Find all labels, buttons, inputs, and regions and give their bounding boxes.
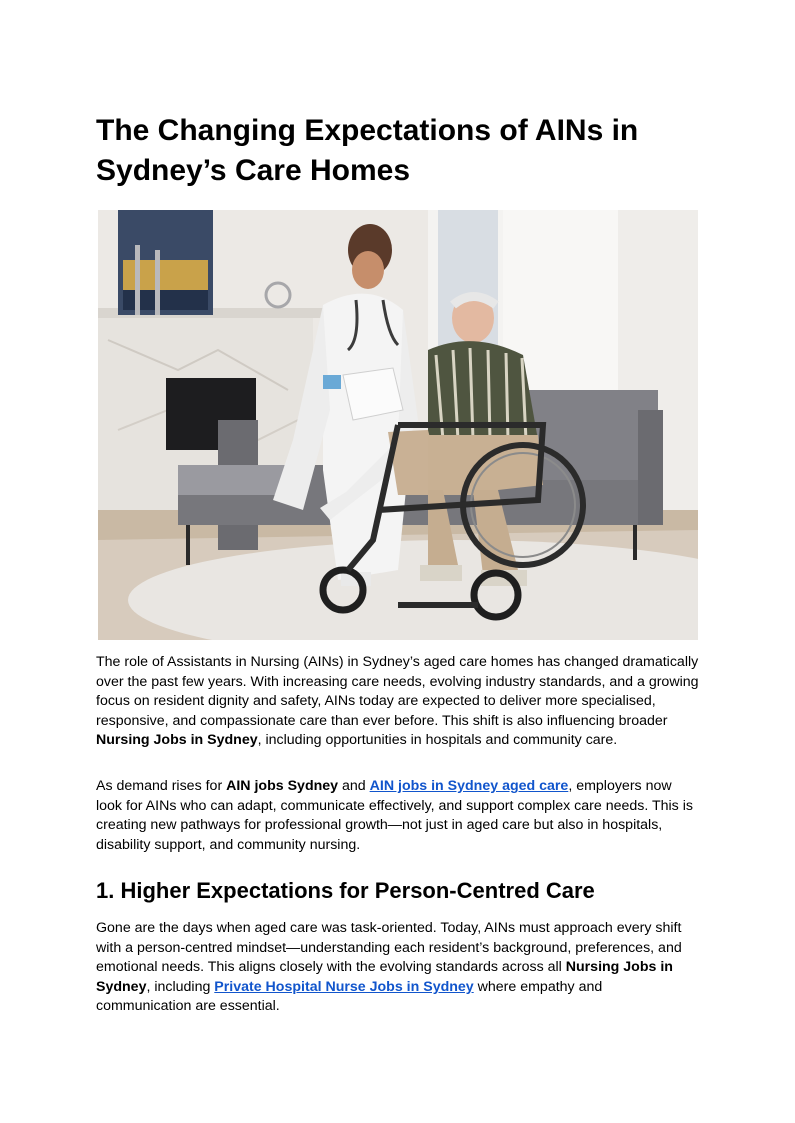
section-text-b: , including	[146, 978, 215, 995]
demand-bold-ain-jobs: AIN jobs Sydney	[226, 778, 339, 794]
intro-text-a: The role of Assistants in Nursing (AINs) in Sydney’s aged care homes has changed dramatically over the past few years. With increasing care needs, evolving industry standards, and a growing focus on resident dignity and safety, AINs today are expected to deliver more specialised, responsive, and compassionate care than ever before. This shift is also influencing broader	[96, 654, 699, 729]
section-text-c: where empathy and communication are essential.	[96, 978, 603, 1015]
page-title: The Changing Expectations of AINs in Sydney’s Care Homes	[96, 114, 639, 187]
hero-photo-nurse-with-elderly-man-in-wheelchair	[98, 210, 698, 640]
link-ain-jobs-aged-care[interactable]: AIN jobs in Sydney aged care	[369, 778, 569, 794]
section-heading: 1. Higher Expectations for Person-Centred Care	[96, 878, 595, 903]
intro-bold-nursing-jobs: Nursing Jobs in Sydney	[96, 732, 258, 749]
demand-text-b: and	[338, 778, 370, 794]
intro-text-b: , including opportunities in hospitals and community care.	[257, 732, 618, 749]
section-paragraph	[96, 919, 699, 1017]
section-bold-nursing-jobs: Nursing Jobs in Sydney	[96, 959, 673, 995]
link-private-hospital-nurse-jobs[interactable]: Private Hospital Nurse Jobs in Sydney	[214, 978, 474, 995]
demand-paragraph	[96, 777, 699, 855]
intro-paragraph	[96, 653, 699, 751]
section-text-a: Gone are the days when aged care was task-oriented. Today, AINs must approach every shift with a person-centred mindset—understanding each resident’s background, preferences, and emotional needs. This aligns closely with the evolving standards across all	[96, 920, 682, 976]
demand-text-a: As demand rises for	[96, 778, 227, 794]
demand-text-c: , employers now look for AINs who can adapt, communicate effectively, and support complex care needs. This is creating new pathways for professional growth—not just in aged care but also in hospitals, disability support, and community nursing.	[96, 778, 693, 853]
